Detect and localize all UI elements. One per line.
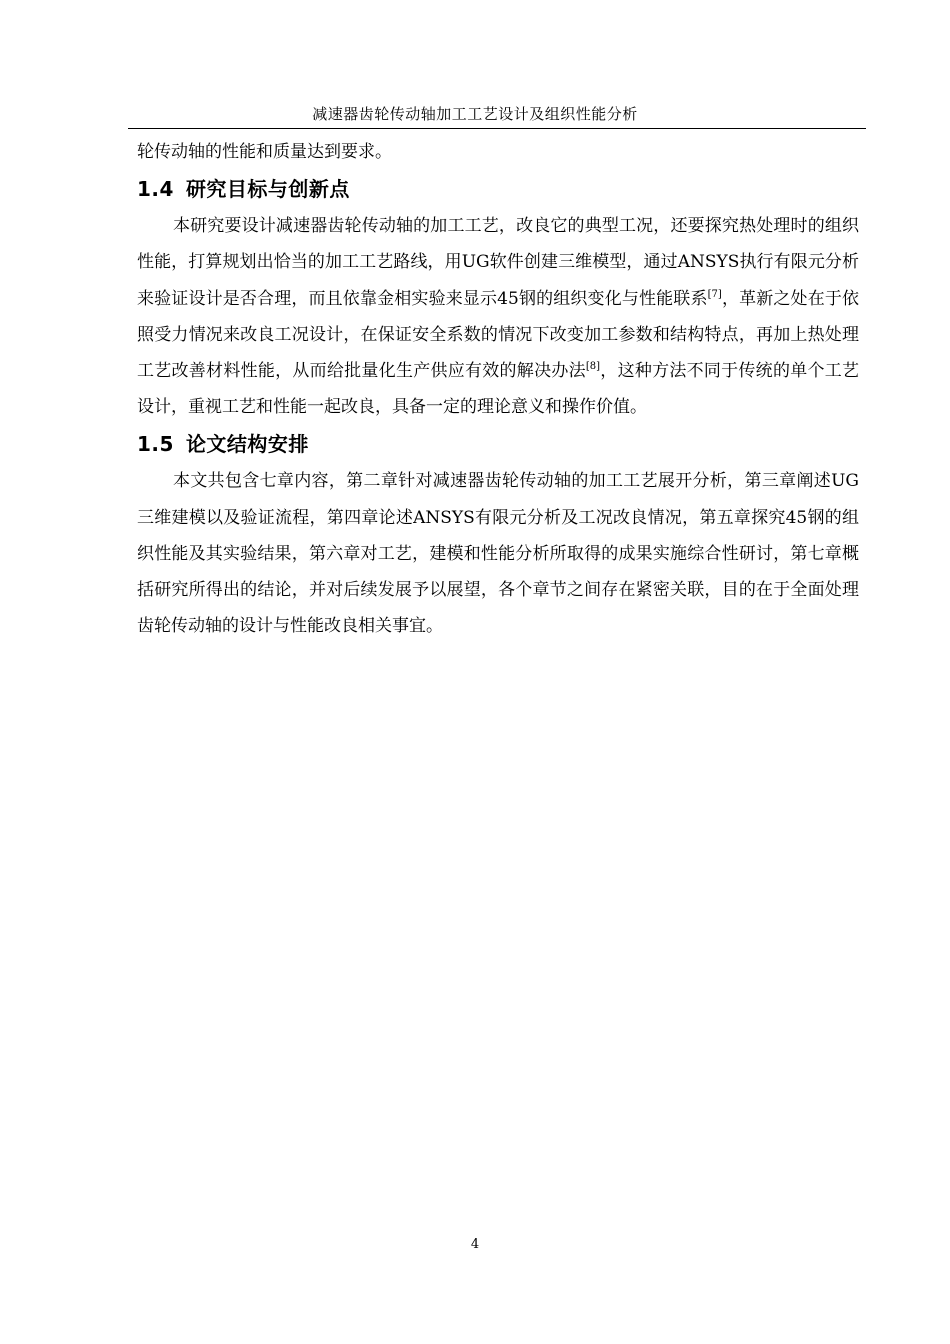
thesis-structure-paragraph: 本文共包含七章内容，第二章针对减速器齿轮传动轴的加工工艺展开分析，第三章阐述UG三维建模以及验证流程，第四章论述ANSYS有限元分析及工况改良情况，第五章探究45钢的组织性能及其实验结果，第六章对工艺，建模和性能分析所取得的成果实施综合性研讨，第七章概括研究所得出的结论，并对后续发展予以展望，各个章节之间存在紧密关联，目的在于全面处理齿轮传动轴的设计与性能改良相关事宜。 — [137, 471, 859, 637]
research-goals-text-3: ，这种方法不同于传统的单个工艺设计，重视工艺和性能一起改良，具备一定的理论意义和操作价值。 — [137, 361, 860, 418]
section-title-1-4: 研究目标与创新点 — [185, 177, 350, 202]
page-number: 4 — [470, 1237, 480, 1252]
header-rule — [128, 128, 866, 129]
continued-paragraph: 轮传动轴的性能和质量达到要求。 — [137, 142, 392, 162]
citation-7: [7] — [707, 288, 722, 300]
research-goals-text-1: 本研究要设计减速器齿轮传动轴的加工工艺，改良它的典型工况，还要探究热处理时的组织性能，打算规划出恰当的加工工艺路线，用UG软件创建三维模型，通过ANSYS执行有限元分析来验证设计是否合理，而且依靠金相实验来显示45钢的组织变化与性能联系 — [137, 216, 859, 309]
running-header-title: 减速器齿轮传动轴加工工艺设计及组织性能分析 — [312, 105, 638, 123]
section-number-1-5: 1.5 — [137, 432, 174, 457]
section-heading-1-5 — [137, 425, 859, 463]
citation-8: [8] — [585, 361, 601, 373]
section-heading-1-4 — [137, 170, 859, 208]
section-title-1-5: 论文结构安排 — [185, 432, 309, 457]
page-body — [137, 134, 859, 644]
research-goals-paragraph — [137, 208, 859, 425]
research-goals-text-2: ，革新之处在于依照受力情况来改良工况设计，在保证安全系数的情况下改变加工参数和结构特点，再加上热处理工艺改善材料性能，从而给批量化生产供应有效的解决办法 — [137, 288, 860, 382]
section-number-1-4: 1.4 — [137, 177, 174, 202]
